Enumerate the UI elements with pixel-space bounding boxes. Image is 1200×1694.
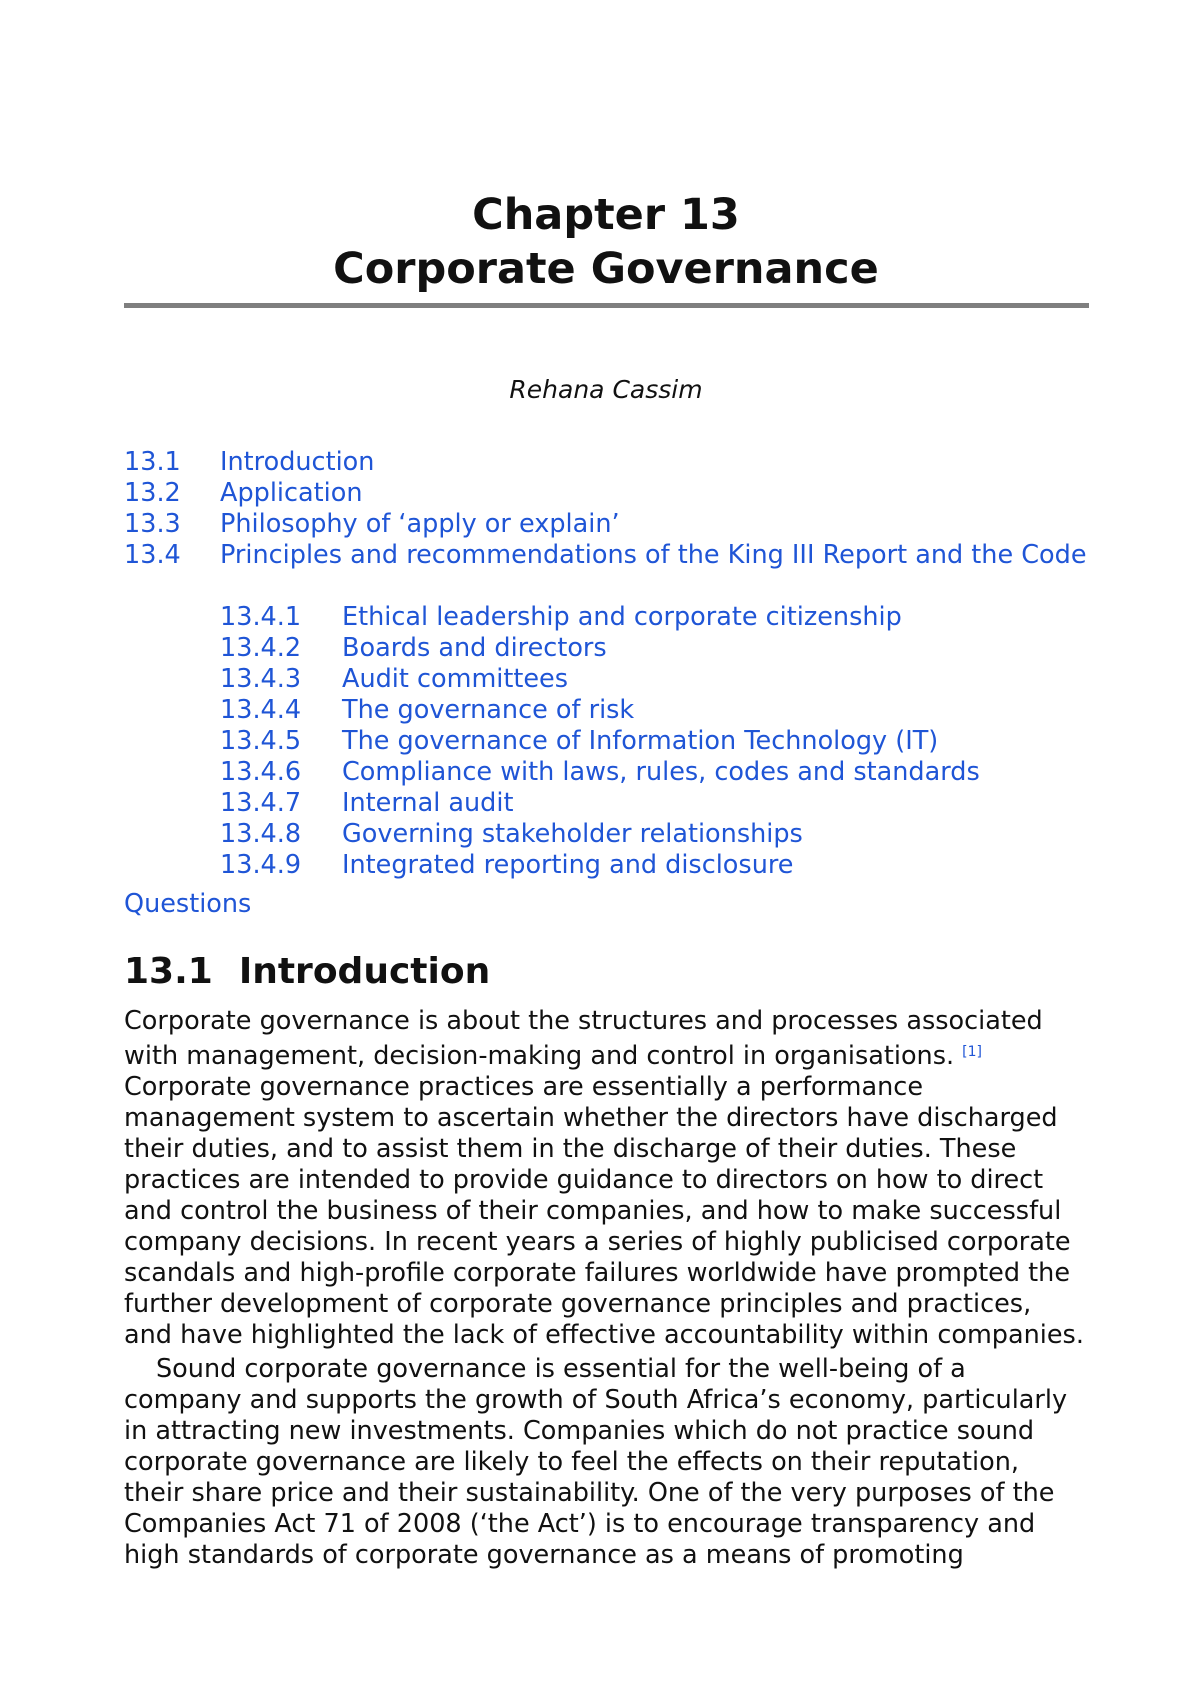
toc-item-13-4-1[interactable] <box>124 602 1104 633</box>
chapter-heading <box>0 188 1200 296</box>
paragraph-line: and control the business of their companies, and how to make successful <box>124 1196 1062 1226</box>
toc-label: Boards and directors <box>342 633 607 663</box>
paragraph-line: their share price and their sustainability. One of the very purposes of the <box>124 1478 1055 1508</box>
toc-item-13-4-5[interactable] <box>124 726 1104 757</box>
toc-item-13-4-6[interactable] <box>124 757 1104 788</box>
toc-label: Principles and recommendations of the King III Report and the Code <box>220 540 1087 570</box>
paragraph-line: Corporate governance practices are essentially a performance <box>124 1072 924 1102</box>
toc-item-13-3[interactable] <box>124 509 1104 540</box>
section-title: Introduction <box>238 951 491 992</box>
paragraph-line: in attracting new investments. Companies which do not practice sound <box>124 1416 1035 1446</box>
paragraph-line: scandals and high-profile corporate failures worldwide have prompted the <box>124 1258 1071 1288</box>
paragraph-line: Sound corporate governance is essential for the well-being of a <box>156 1354 966 1384</box>
author-name: Rehana Cassim <box>509 375 703 404</box>
paragraph-line: company decisions. In recent years a series of highly publicised corporate <box>124 1227 1071 1257</box>
toc-item-13-4-7[interactable] <box>124 788 1104 819</box>
toc-number: 13.3 <box>124 509 181 539</box>
toc-label: Ethical leadership and corporate citizenship <box>342 602 902 632</box>
section-number: 13.1 <box>124 951 213 992</box>
toc-item-13-4-8[interactable] <box>124 819 1104 850</box>
toc-label: The governance of risk <box>342 695 635 725</box>
toc-item-13-2[interactable] <box>124 478 1104 509</box>
toc-label: Introduction <box>220 447 375 477</box>
paragraph-line: Companies Act 71 of 2008 (‘the Act’) is to encourage transparency and <box>124 1509 1036 1539</box>
toc-item-13-1[interactable] <box>124 447 1104 478</box>
toc-number: 13.1 <box>124 447 181 477</box>
toc-number: 13.4.9 <box>220 850 302 880</box>
table-of-contents <box>124 447 1104 881</box>
section-heading <box>124 950 490 994</box>
toc-label: Application <box>220 478 363 508</box>
toc-item-13-4-3[interactable] <box>124 664 1104 695</box>
paragraph-line: Corporate governance is about the structures and processes associated <box>124 1006 1043 1036</box>
toc-number: 13.4.8 <box>220 819 302 849</box>
toc-number: 13.4.7 <box>220 788 302 818</box>
body-paragraph-2 <box>124 1354 1124 1571</box>
toc-item-questions[interactable]: Questions <box>124 889 252 919</box>
body-paragraph-1 <box>124 1006 1124 1351</box>
toc-item-13-4-2[interactable] <box>124 633 1104 664</box>
paragraph-line: their duties, and to assist them in the discharge of their duties. These <box>124 1134 1017 1164</box>
chapter-number: Chapter 13 <box>472 190 740 240</box>
paragraph-line <box>124 1037 1124 1072</box>
footnote-reference-link[interactable]: [1] <box>962 1044 982 1060</box>
toc-label: Philosophy of ‘apply or explain’ <box>220 509 620 539</box>
paragraph-line: and have highlighted the lack of effective accountability within companies. <box>124 1320 1084 1350</box>
toc-number: 13.4.4 <box>220 695 302 725</box>
paragraph-line: practices are intended to provide guidance to directors on how to direct <box>124 1165 1044 1195</box>
toc-label: Compliance with laws, rules, codes and standards <box>342 757 980 787</box>
toc-number: 13.4.2 <box>220 633 302 663</box>
toc-label: Governing stakeholder relationships <box>342 819 803 849</box>
chapter-title: Corporate Governance <box>333 244 879 294</box>
toc-item-13-4-9[interactable] <box>124 850 1104 881</box>
toc-label: Internal audit <box>342 788 514 818</box>
paragraph-line-text: with management, decision-making and control in organisations. <box>124 1041 955 1071</box>
toc-item-13-4[interactable] <box>124 540 1104 602</box>
toc-number: 13.4.6 <box>220 757 302 787</box>
paragraph-line: company and supports the growth of South Africa’s economy, particularly <box>124 1385 1068 1415</box>
toc-number: 13.4.3 <box>220 664 302 694</box>
toc-number: 13.4.1 <box>220 602 302 632</box>
paragraph-line: corporate governance are likely to feel the effects on their reputation, <box>124 1447 1019 1477</box>
paragraph-line: high standards of corporate governance as a means of promoting <box>124 1540 964 1570</box>
toc-label: Audit committees <box>342 664 569 694</box>
toc-label: The governance of Information Technology (IT) <box>342 726 939 756</box>
toc-label: Integrated reporting and disclosure <box>342 850 794 880</box>
paragraph-line: management system to ascertain whether the directors have discharged <box>124 1103 1058 1133</box>
toc-number: 13.4 <box>124 540 181 570</box>
toc-number: 13.2 <box>124 478 181 508</box>
paragraph-line: further development of corporate governance principles and practices, <box>124 1289 1032 1319</box>
title-divider <box>124 303 1089 308</box>
toc-number: 13.4.5 <box>220 726 302 756</box>
toc-item-13-4-4[interactable] <box>124 695 1104 726</box>
